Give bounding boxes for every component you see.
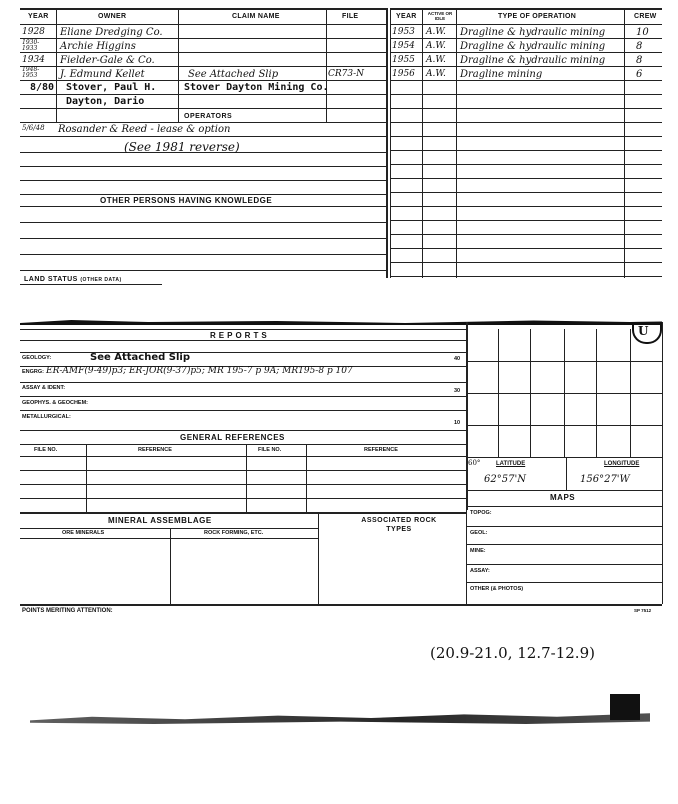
longitude-label: LONGITUDE — [604, 461, 640, 467]
op-type: Dragline mining — [460, 69, 543, 80]
owner-name: Archie Higgins — [60, 41, 136, 52]
op-crew: 6 — [636, 69, 643, 80]
grid-number-40: 40 — [454, 356, 461, 362]
claim-name-header: CLAIM NAME — [232, 13, 280, 20]
op-status: A.W. — [426, 27, 446, 37]
reports-title: REPORTS — [210, 331, 270, 340]
geophys-label: GEOPHYS. & GEOCHEM: — [22, 400, 89, 406]
stover-owner: Stover, Paul H. — [66, 82, 157, 93]
dayton-operator: Dayton, Dario — [66, 96, 145, 107]
mine-label: MINE: — [470, 548, 486, 554]
see-1981-note: (See 1981 reverse) — [124, 140, 240, 154]
geology-value: See Attached Slip — [90, 352, 190, 363]
op-type: Dragline & hydraulic mining — [460, 27, 606, 38]
reference2-header: REFERENCE — [364, 447, 398, 453]
associated-rock-types: ASSOCIATED ROCK TYPES — [361, 517, 437, 533]
engrg-label: ENGRG: — [22, 369, 44, 375]
claim-note: See Attached Slip — [188, 69, 279, 80]
form-number: SP 7512 — [634, 608, 652, 613]
maps-title: MAPS — [550, 493, 576, 502]
file-no-header: FILE NO. — [34, 447, 58, 453]
owner-year: 1948-1953 — [22, 66, 40, 79]
engrg-value: ER-AMF(9-49)p3; ER-JOR(9-37)p5; MR 195-7 p 9A; MR195-8 p 107 — [46, 366, 353, 376]
metallurgical-label: METALLURGICAL: — [22, 414, 71, 420]
file-header: FILE — [342, 13, 359, 20]
op-type: Dragline & hydraulic mining — [460, 55, 606, 66]
op-year: 1953 — [392, 27, 415, 37]
other-photos-label: OTHER (& PHOTOS) — [470, 586, 524, 592]
owner-header: OWNER — [98, 13, 127, 20]
owner-year: 1934 — [22, 55, 45, 65]
scan-block — [610, 694, 640, 720]
latitude-label: LATITUDE — [496, 461, 526, 467]
general-refs-title: GENERAL REFERENCES — [180, 433, 285, 442]
file-number: CR73-N — [328, 69, 365, 79]
op-status: A.W. — [426, 41, 446, 51]
land-status-label: LAND STATUS (OTHER DATA) — [24, 276, 122, 283]
assay-map-label: ASSAY: — [470, 568, 490, 574]
op-year: 1954 — [392, 41, 415, 51]
file-no2-header: FILE NO. — [258, 447, 282, 453]
longitude-value: 156°27'W — [580, 474, 630, 485]
topog-label: TOPOG: — [470, 510, 492, 516]
assay-label: ASSAY & IDENT: — [22, 385, 66, 391]
type-operation-header: TYPE OF OPERATION — [498, 13, 577, 20]
points-meriting-label: POINTS MERITING ATTENTION: — [22, 608, 113, 614]
op-status: A.W. — [426, 55, 446, 65]
owner-name: J. Edmund Kellet — [60, 69, 145, 80]
rosander-text: Rosander & Reed - lease & option — [58, 124, 231, 135]
rosander-date: 5/6/48 — [22, 124, 45, 132]
owner-name: Fielder-Gale & Co. — [60, 55, 155, 66]
operators-label: OPERATORS — [184, 113, 233, 120]
stover-date: 8/80 — [30, 82, 55, 93]
latitude-value: 62°57'N — [484, 474, 526, 485]
scan-artifact — [30, 712, 650, 724]
grid-number-30: 30 — [454, 388, 461, 394]
op-crew: 8 — [636, 55, 643, 66]
op-year: 1956 — [392, 69, 415, 79]
bottom-note: (20.9-21.0, 12.7-12.9) — [430, 644, 595, 662]
reference-header: REFERENCE — [138, 447, 172, 453]
mineral-assemblage-title: MINERAL ASSEMBLAGE — [108, 516, 212, 525]
op-crew: 8 — [636, 41, 643, 52]
year-header: YEAR — [28, 13, 49, 20]
geology-label: GEOLOGY: — [22, 355, 52, 361]
rock-forming-header: ROCK FORMING, ETC. — [204, 530, 264, 536]
owner-name: Eliane Dredging Co. — [60, 27, 163, 38]
op-crew: 10 — [636, 27, 649, 38]
owner-year: 1930-1933 — [22, 39, 40, 52]
active-idle-header: ACTIVE OR IDLE — [427, 11, 453, 21]
ore-minerals-header: ORE MINERALS — [62, 530, 105, 536]
op-status: A.W. — [426, 69, 446, 79]
geol-label: GEOL: — [470, 530, 488, 536]
crew-header: CREW — [634, 13, 657, 20]
other-persons-label: OTHER PERSONS HAVING KNOWLEDGE — [100, 196, 273, 205]
owner-year: 1928 — [22, 27, 45, 37]
circle-mark: U — [638, 324, 649, 338]
grid-number-10: 10 — [454, 420, 461, 426]
op-type: Dragline & hydraulic mining — [460, 41, 606, 52]
degree-prefix: 60° — [468, 459, 481, 467]
year2-header: YEAR — [396, 13, 417, 20]
op-year: 1955 — [392, 55, 415, 65]
stover-claim: Stover Dayton Mining Co. — [184, 82, 329, 93]
